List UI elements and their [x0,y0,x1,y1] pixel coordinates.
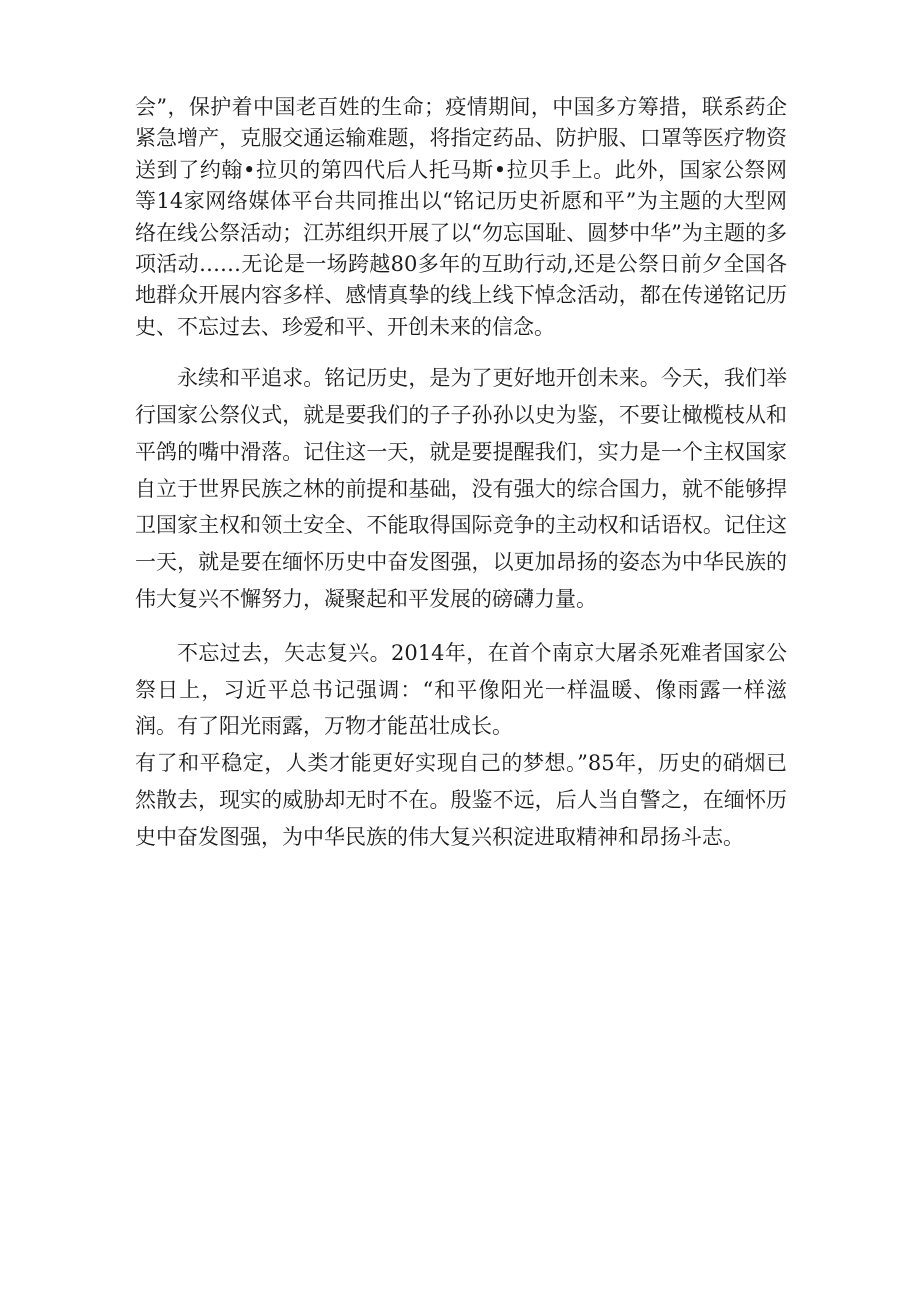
paragraph-peace-pursuit: 永续和平追求。铭记历史，是为了更好地开创未来。今天，我们举行国家公祭仪式，就是要我们的子子孙孙以史为鉴，不要让橄榄枝从和平鸽的嘴中滑落。记住这一天，就是要提醒我们，实力是一个主权国家自立于世界民族之林的前提和基础，没有强大的综合国力，就不能够捍卫国家主权和领土安全、不能取得国际竞争的主动权和话语权。记住这一天，就是要在缅怀历史中奋发图强，以更加昂扬的姿态为中华民族的伟大复兴不懈努力，凝聚起和平发展的磅礴力量。 [135,366,787,612]
paragraph-never-forget: 不忘过去，矢志复兴。2014年，在首个南京大屠杀死难者国家公祭日上，习近平总书记强调：“和平像阳光一样温暖、像雨露一样滋润。有了阳光雨露，万物才能茁壮成长。 [135,640,787,739]
paragraph-continuation: 会”，保护着中国老百姓的生命；疫情期间，中国多方筹措，联系药企紧急增产，克服交通运输难题，将指定药品、防护服、口罩等医疗物资送到了约翰•拉贝的第四代后人托马斯•拉贝手上。此外，国家公祭网等14家网络媒体平台共同推出以“铭记历史祈愿和平”为主题的大型网络在线公祭活动；江苏组织开展了以“勿忘国耻、圆梦中华”为主题的多项活动……无论是一场跨越80多年的互助行动,还是公祭日前夕全国各地群众开展内容多样、感情真挚的线上线下悼念活动，都在传递铭记历史、不忘过去、珍爱和平、开创未来的信念。 [135,95,787,339]
document-body [135,92,787,856]
paragraph-peace-stability: 有了和平稳定，人类才能更好实现自己的梦想。”85年，历史的硝烟已然散去，现实的威胁却无时不在。殷鉴不远，后人当自警之，在缅怀历史中奋发图强，为中华民族的伟大复兴积淀进取精神和昂扬斗志。 [135,751,787,849]
